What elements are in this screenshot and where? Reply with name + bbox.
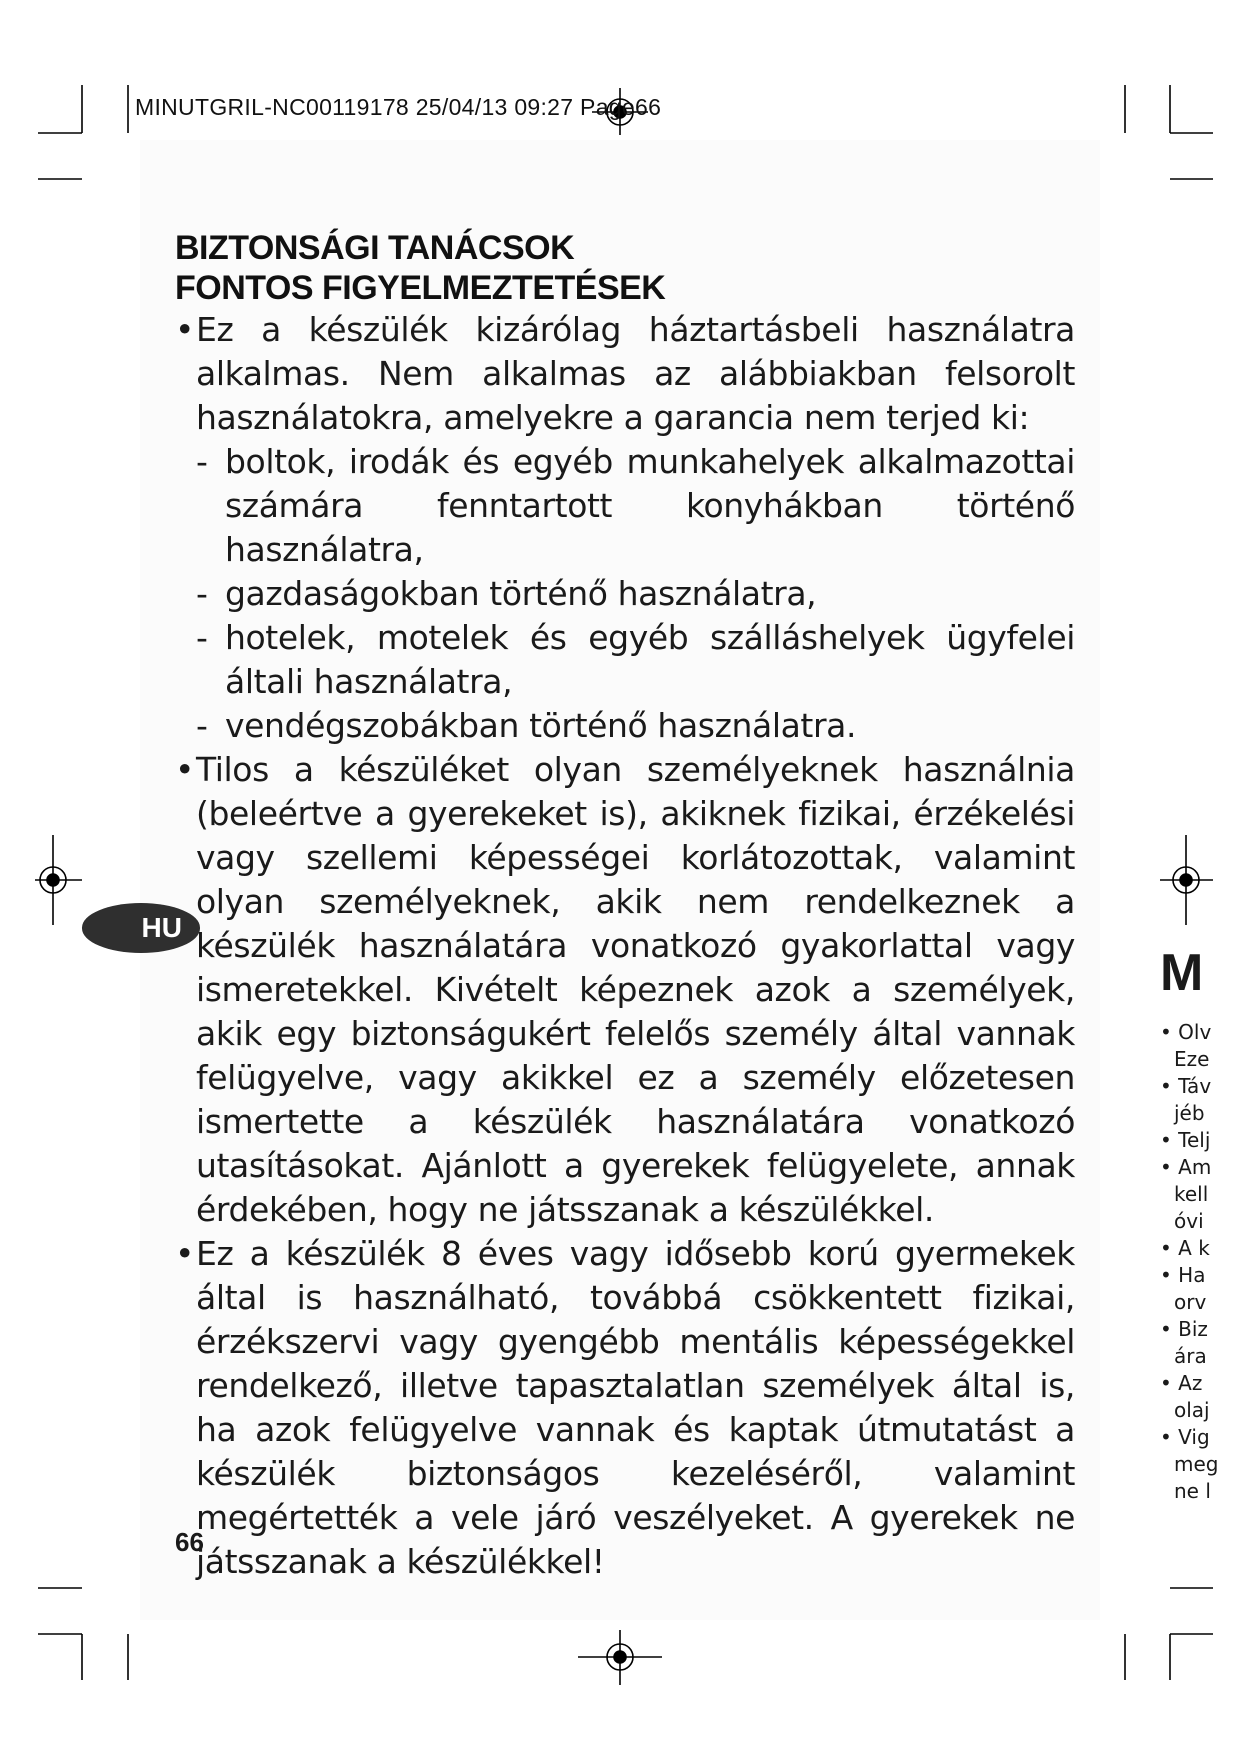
registration-mark-right <box>1160 835 1213 925</box>
warning-text: Tilos a készüléket olyan személyeknek használnia (beleértve a gyerekeket is), akiknek fizikai, érzékelési vagy szellemi képességei korlátozottak, valamint olyan személyeknek, akik nem rendelkeznek a készülék használatára vonatkozó gyakorlattal vagy ismeretekkel. Kivételt képeznek azok a személyek, akik egy biztonságukért felelős személy által vannak felügyelve, vagy akikkel ez a személy előzetesen ismertette a készülék használatára vonatkozó utasításokat. Ajánlott a gyerekek felügyelete, annak érdekében, hogy ne játsszanak a készülékkel. <box>196 750 1075 1229</box>
exclusion-list <box>196 440 1075 748</box>
adjacent-line: • Biz <box>1160 1317 1208 1341</box>
adjacent-line: • Am <box>1160 1155 1212 1179</box>
registration-mark-left <box>35 835 82 925</box>
warning-text: Ez a készülék kizárólag háztartásbeli használatra alkalmas. Nem alkalmas az alábbiakban felsorolt használatokra, amelyekre a garancia nem terjed ki: <box>196 310 1075 437</box>
warning-item <box>175 308 1075 748</box>
adjacent-page-list <box>1160 1019 1241 1505</box>
exclusion-item: - gazdaságokban történő használatra, <box>196 574 817 613</box>
page-number: 66 <box>175 1527 204 1557</box>
adjacent-line: • A k <box>1160 1236 1210 1260</box>
exclusion-item: - hotelek, motelek és egyéb szálláshelyek ügyfelei általi használatra, <box>196 618 1075 701</box>
exclusion-item: - boltok, irodák és egyéb munkahelyek alkalmazottai számára fenntartott konyhákban történő használatra, <box>196 442 1075 569</box>
exclusion-text: boltok, irodák és egyéb munkahelyek alkalmazottai számára fenntartott konyhákban történő használatra, <box>225 442 1075 569</box>
section-subtitle: FONTOS FIGYELMEZTETÉSEK <box>175 269 666 307</box>
exclusion-item: - vendégszobákban történő használatra. <box>196 706 857 745</box>
warning-list <box>175 308 1075 1584</box>
adjacent-line: kell <box>1174 1182 1209 1206</box>
adjacent-line: olaj <box>1174 1398 1210 1422</box>
adjacent-line: meg <box>1174 1452 1219 1476</box>
adjacent-line: • Táv <box>1160 1074 1212 1098</box>
language-tab: HU <box>82 903 200 953</box>
adjacent-line: ára <box>1174 1344 1207 1368</box>
safety-section <box>175 228 1075 1584</box>
warning-item <box>175 1232 1075 1584</box>
exclusion-text: gazdaságokban történő használatra, <box>225 574 817 613</box>
section-title: BIZTONSÁGI TANÁCSOK <box>175 229 575 267</box>
adjacent-line: • Telj <box>1160 1128 1211 1152</box>
adjacent-line: • Az <box>1160 1371 1203 1395</box>
adjacent-line: Eze <box>1174 1047 1210 1071</box>
adjacent-line: • Ha <box>1160 1263 1206 1287</box>
adjacent-line: • Vig <box>1160 1425 1210 1449</box>
adjacent-line: orv <box>1174 1290 1207 1314</box>
adjacent-page-title: M <box>1160 945 1204 1002</box>
adjacent-line: óvi <box>1174 1209 1204 1233</box>
adjacent-line: jéb <box>1174 1101 1205 1125</box>
exclusion-text: vendégszobákban történő használatra. <box>225 706 857 745</box>
adjacent-line: • Olv <box>1160 1020 1212 1044</box>
adjacent-page-fragment <box>1160 945 1241 1505</box>
adjacent-line: ne l <box>1174 1479 1211 1503</box>
warning-item <box>175 748 1075 1232</box>
registration-mark-bottom <box>578 1630 662 1685</box>
print-slug: MINUTGRIL-NC00119178 25/04/13 09:27 Page66 <box>135 94 662 120</box>
warning-text: Ez a készülék 8 éves vagy idősebb korú gyermekek által is használható, továbbá csökkentett fizikai, érzékszervi vagy gyengébb mentális képességekkel rendelkező, illetve tapasztalatlan személyek által is, ha azok felügyelve vannak és kaptak útmutatást a készülék biztonságos kezeléséről, valamint megértették a vele járó veszélyeket. A gyerekek ne játsszanak a készülékkel! <box>196 1234 1075 1581</box>
exclusion-text: hotelek, motelek és egyéb szálláshelyek ügyfelei általi használatra, <box>225 618 1075 701</box>
